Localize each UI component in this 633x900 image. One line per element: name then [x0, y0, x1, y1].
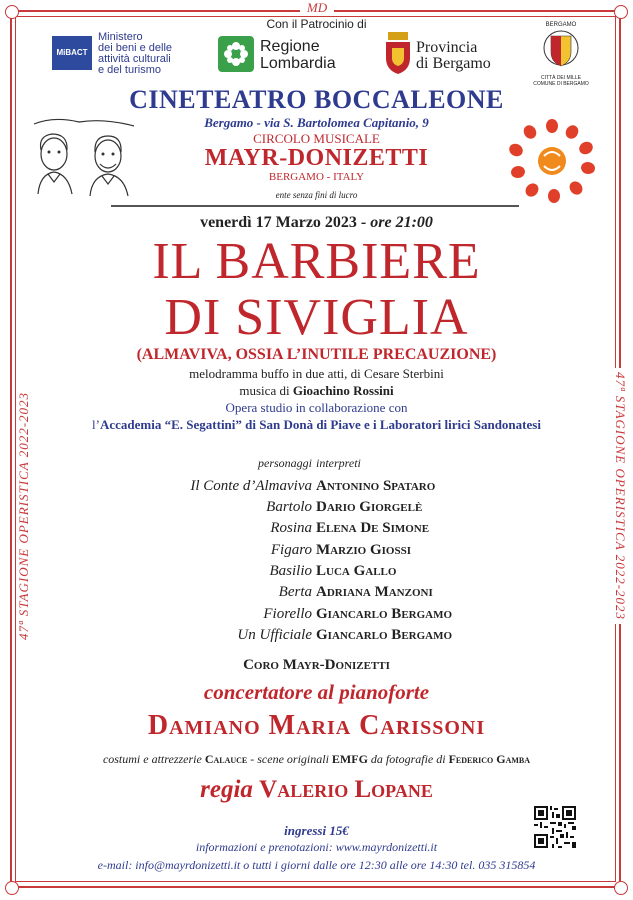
cast-row: [0, 542, 633, 563]
venue-name: CINETEATRO BOCCALEONE: [129, 85, 504, 114]
cast-role: Berta: [278, 584, 312, 600]
comune-bergamo-logo: [526, 22, 596, 88]
regione-lombardia-logo: [218, 36, 358, 78]
cast-row: [0, 606, 633, 627]
scene-credit: EMFG: [331, 752, 368, 766]
cast-role: Basilio: [269, 563, 312, 579]
foto-credit: Federico Gamba: [448, 752, 531, 766]
mibact-text-line: attività culturali: [98, 53, 171, 65]
composers-portrait-illustration: [24, 116, 144, 198]
cast-singer: Giancarlo Bergamo: [316, 627, 453, 643]
costumi-credit: Calauce: [204, 752, 248, 766]
cast-singer: Giancarlo Bergamo: [316, 606, 453, 622]
choir-credit: Coro Mayr-Donizetti: [243, 657, 390, 673]
cast-row: [0, 627, 633, 648]
header-divider: [111, 205, 519, 207]
lombardia-rose-icon: [218, 36, 254, 72]
singers-header: interpreti: [316, 456, 361, 470]
venue-address: Bergamo - via S. Bartolomea Capitanio, 9: [204, 115, 429, 130]
cast-row: [0, 563, 633, 584]
music-credit: [0, 383, 633, 399]
collaboration-prefix: l’: [92, 417, 100, 432]
pianist-name: Damiano Maria Carissoni: [147, 710, 486, 741]
ticket-price: ingressi 15€: [284, 823, 349, 838]
cast-row: [0, 478, 633, 499]
cast-role: Il Conte d’Almaviva: [190, 478, 312, 494]
opera-title-line2: DI SIVIGLIA: [164, 289, 469, 346]
season-side-text-right: 47ª STAGIONE OPERISTICA 2022-2023: [612, 368, 628, 624]
mibact-logo: [52, 32, 182, 82]
cast-role: Figaro: [270, 542, 312, 558]
cast-row: [0, 520, 633, 541]
cast-singer: Dario Giorgelè: [316, 499, 423, 515]
opera-title-line1: IL BARBIERE: [152, 233, 481, 290]
opera-subtitle: (ALMAVIVA, OSSIA L’INUTILE PRECAUZIONE): [136, 346, 497, 363]
cast-singer: Adriana Manzoni: [316, 584, 433, 600]
roles-header: personaggi: [258, 456, 312, 470]
foto-prefix: da fotografie di: [370, 752, 446, 766]
regione-label: Regione: [260, 38, 320, 55]
cast-role: Fiorello: [263, 606, 312, 622]
concertatore-label: concertatore al pianoforte: [203, 680, 430, 704]
mibact-text-line: e del turismo: [98, 64, 161, 76]
cast-singer: Elena De Simone: [316, 520, 430, 536]
qr-code[interactable]: [532, 804, 578, 850]
cast-singer: Luca Gallo: [316, 563, 397, 579]
provincia-bergamo-logo: [384, 32, 504, 78]
provincia-crest-icon: [384, 32, 412, 74]
season-side-text-left: 47ª STAGIONE OPERISTICA 2022-2023: [16, 388, 32, 644]
cast-role: Un Ufficiale: [237, 627, 312, 643]
md-monogram: MD: [300, 0, 334, 16]
event-datetime: [0, 214, 633, 232]
association-city: BERGAMO - ITALY: [268, 171, 365, 183]
hands-circle-logo: [506, 118, 598, 204]
costumi-prefix: costumi e attrezzerie: [102, 752, 202, 766]
production-credits: [0, 752, 633, 767]
cast-header: [0, 456, 633, 477]
regia-prefix: regia: [200, 776, 253, 803]
mibact-text-line: dei beni e delle: [98, 42, 173, 54]
di-bergamo-label: di Bergamo: [416, 55, 491, 72]
scene-prefix: - scene originali: [250, 752, 329, 766]
collaboration-line1: Opera studio in collaborazione con: [225, 400, 408, 415]
cast-role: Rosina: [270, 520, 312, 536]
nonprofit-note: ente senza fini di lucro: [275, 190, 358, 200]
circolo-label: CIRCOLO MUSICALE: [253, 131, 380, 146]
music-prefix: musica di: [239, 383, 290, 398]
collaboration-line2: [0, 417, 633, 433]
lombardia-label: Lombardia: [260, 55, 336, 72]
director-credit: [0, 776, 633, 804]
mibact-emblem: MiBACT: [52, 36, 92, 70]
patronage-label: Con il Patrocinio di: [266, 17, 367, 31]
association-name: MAYR-DONIZETTI: [204, 145, 429, 171]
comune-top-label: BERGAMO: [545, 22, 577, 28]
contact-line[interactable]: e-mail: info@mayrdonizetti.it o tutti i giorni dalle ore 12:30 alle ore 14:30 tel. 035 315854: [97, 858, 536, 872]
comune-crest-icon: [543, 28, 579, 70]
mibact-text-line: Ministero: [98, 31, 143, 43]
libretto-credit: melodramma buffo in due atti, di Cesare Sterbini: [189, 366, 444, 381]
cast-row: [0, 499, 633, 520]
cast-singer: Marzio Giossi: [316, 542, 411, 558]
cast-role: Bartolo: [266, 499, 312, 515]
cast-singer: Antonino Spataro: [316, 478, 436, 494]
collaboration-partner: Accademia “E. Segattini” di San Donà di Piave e i Laboratori lirici Sandonatesi: [100, 417, 541, 432]
frame-corner-ornament: [5, 881, 19, 895]
event-date: venerdì 17 Marzo 2023: [200, 214, 357, 231]
frame-corner-ornament: [614, 881, 628, 895]
comune-bottom-label: COMUNE DI BERGAMO: [533, 81, 589, 87]
provincia-label: Provincia: [416, 39, 478, 56]
event-time: - ore 21:00: [360, 214, 433, 231]
composer-name: Gioachino Rossini: [292, 383, 394, 398]
director-name: Valerio Lopane: [259, 776, 433, 803]
info-line[interactable]: informazioni e prenotazioni: www.mayrdonizetti.it: [195, 840, 438, 854]
cast-row: [0, 584, 633, 605]
comune-mid-label: CITTÀ DEI MILLE: [540, 75, 581, 81]
